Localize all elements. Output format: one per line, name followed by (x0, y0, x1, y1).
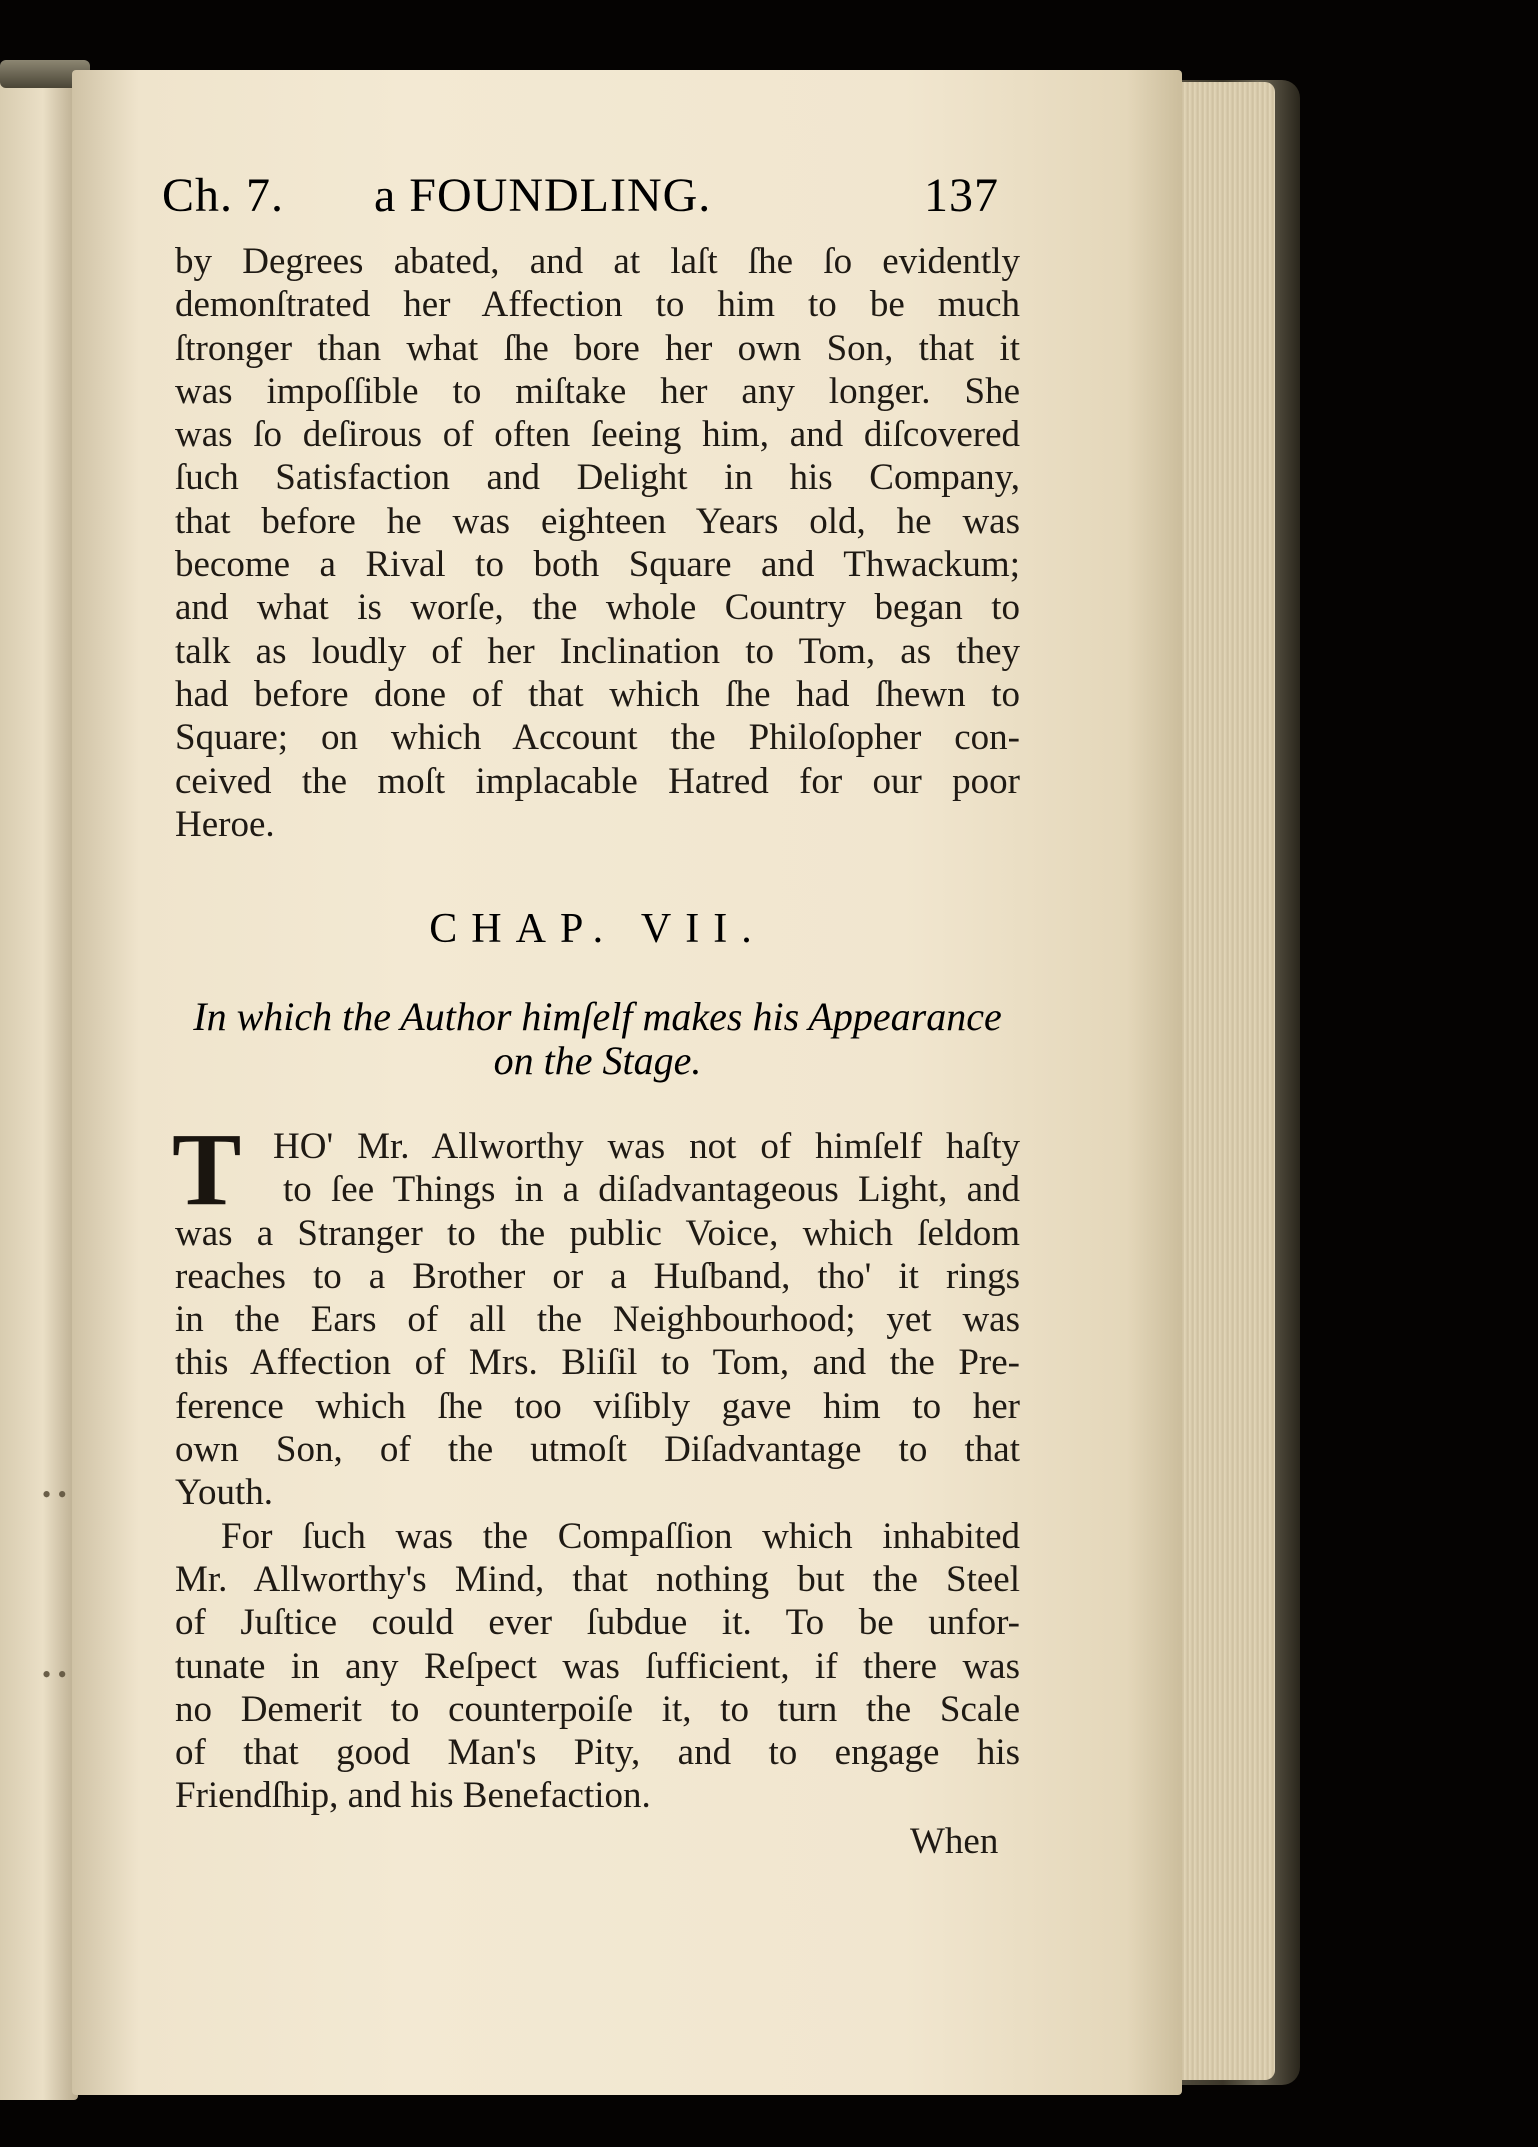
running-header (162, 168, 1032, 228)
text-line: reaches to a Brother or a Huſband, tho' it rings (175, 1255, 1020, 1297)
text-line: tunate in any Reſpect was ſufficient, if there was (175, 1645, 1020, 1687)
text-line: and what is worſe, the whole Country began to (175, 587, 1020, 629)
facing-page-edge (0, 70, 78, 2100)
chapter-heading: CHAP. VII. (429, 906, 766, 952)
text-line: this Affection of Mrs. Bliſil to Tom, and the Pre- (175, 1342, 1020, 1384)
text-line: demonſtrated her Affection to him to be much (175, 284, 1020, 326)
text-line: was ſo deſirous of often ſeeing him, and diſcovered (175, 414, 1020, 456)
text-line: become a Rival to both Square and Thwackum; (175, 544, 1020, 586)
text-line: of that good Man's Pity, and to engage his (175, 1732, 1020, 1774)
catchword: When (910, 1821, 999, 1862)
text-line: ſtronger than what ſhe bore her own Son, that it (175, 327, 1020, 369)
chapter-subtitle-line: In which the Author himſelf makes his Appearance (193, 994, 1002, 1039)
chapter-subtitle-line: on the Stage. (493, 1038, 702, 1083)
text-line: had before done of that which ſhe had ſhewn to (175, 673, 1020, 715)
drop-cap: T (172, 1112, 242, 1227)
chapter-subtitle (175, 995, 1020, 1083)
text-line: For ſuch was the Compaſſion which inhabited (221, 1515, 1020, 1557)
text-line: Mr. Allworthy's Mind, that nothing but the Steel (175, 1558, 1020, 1600)
text-line: Square; on which Account the Philoſopher con- (175, 717, 1020, 759)
text-line: talk as loudly of her Inclination to Tom, as they (175, 630, 1020, 672)
page-edges (1170, 82, 1275, 2080)
text-line: that before he was eighteen Years old, he was (175, 500, 1020, 542)
text-line: HO' Mr. Allworthy was not of himſelf haſty (273, 1126, 1020, 1167)
text-line: own Son, of the utmoſt Diſadvantage to that (175, 1429, 1020, 1471)
page-number: 137 (924, 169, 999, 222)
text-line: ceived the moſt implacable Hatred for our poor (175, 760, 1020, 802)
text-line: in the Ears of all the Neighbourhood; yet was (175, 1299, 1020, 1341)
chapter-ref: Ch. 7. (162, 169, 285, 222)
gutter-mark: • • (42, 1660, 67, 1689)
text-line: was a Stranger to the public Voice, which ſeldom (175, 1212, 1020, 1254)
text-line: by Degrees abated, and at laſt ſhe ſo evidently (175, 241, 1020, 282)
text-line: Youth. (175, 1472, 274, 1514)
text-line: no Demerit to counterpoiſe it, to turn the Scale (175, 1688, 1020, 1730)
body-text-bottom (175, 1125, 1020, 1818)
running-title: a FOUNDLING. (374, 169, 712, 222)
gutter-mark: • • (42, 1480, 67, 1509)
text-line: Friendſhip, and his Benefaction. (175, 1775, 651, 1817)
text-line: of Juſtice could ever ſubdue it. To be unfor- (175, 1602, 1020, 1644)
text-line: Heroe. (175, 803, 275, 845)
text-line: ſuch Satisfaction and Delight in his Company, (175, 457, 1020, 499)
text-line: was impoſſible to miſtake her any longer. She (175, 370, 1020, 412)
body-text-top (175, 240, 1020, 846)
text-line: ference which ſhe too viſibly gave him to her (175, 1385, 1020, 1427)
text-line: to ſee Things in a diſadvantageous Light, and (283, 1169, 1020, 1211)
